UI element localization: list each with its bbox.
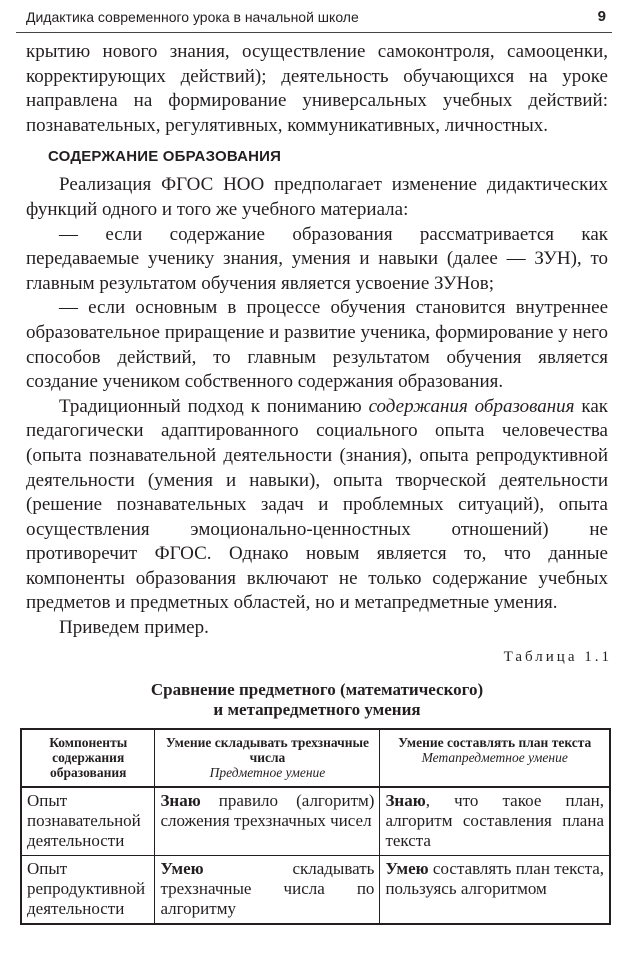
page-body bbox=[26, 40, 608, 641]
page-header bbox=[16, 0, 612, 33]
component-cell: Опыт репродуктивной деятельности bbox=[21, 856, 155, 925]
meta-skill-cell bbox=[380, 787, 610, 856]
header-title: Умение составлять план текста bbox=[398, 735, 592, 750]
paragraph-5-start: Традиционный подход к пониманию bbox=[59, 395, 369, 417]
header-title: Умение складывать трехзначные числа bbox=[165, 735, 370, 765]
cell-text: , что такое план, алгоритм составления плана текста bbox=[385, 791, 604, 850]
table-title bbox=[26, 680, 608, 720]
cell-text: правило (алгоритм) сложения трехзначных чисел bbox=[160, 791, 375, 830]
section-heading: СОДЕРЖАНИЕ ОБРАЗОВАНИЯ bbox=[48, 148, 282, 166]
subject-skill-cell bbox=[155, 787, 380, 856]
table-label: Таблица 1.1 bbox=[503, 649, 612, 665]
keyword-bold: Знаю bbox=[160, 791, 201, 810]
running-title: Дидактика современного урока в начальной школе bbox=[26, 9, 359, 25]
table-header-row bbox=[21, 729, 610, 787]
paragraph-6: Приведем пример. bbox=[59, 617, 209, 639]
subject-skill-cell bbox=[155, 856, 380, 925]
header-title: Компоненты содержания образования bbox=[49, 735, 128, 780]
keyword-bold: Знаю bbox=[385, 791, 426, 810]
header-cell-subject-skill bbox=[155, 729, 380, 787]
table-title-line-1: Сравнение предметного (математического) bbox=[150, 680, 484, 699]
header-cell-components bbox=[21, 729, 155, 787]
cell-text: складывать трехзначные числа по алгоритму bbox=[160, 859, 375, 918]
meta-skill-cell bbox=[380, 856, 610, 925]
paragraph-5-emphasis: содержания образования bbox=[368, 395, 575, 417]
cell-text: составлять план текста, пользуясь алгоритмом bbox=[385, 859, 604, 898]
keyword-bold: Умею bbox=[160, 859, 204, 878]
keyword-bold: Умею bbox=[385, 859, 429, 878]
table-row bbox=[21, 787, 610, 856]
page-number: 9 bbox=[597, 8, 606, 25]
header-subtitle: Метапредметное умение bbox=[421, 750, 568, 765]
table-row bbox=[21, 856, 610, 925]
paragraph-5-end: как педагогически адаптированного социального опыта человечества (опыта познавательной деятельности (знания), опыта репродуктивной деятельности (умения и навыки), опыта творческой деятельности (решение познавательных задач и проблемных ситуаций), опыта осуществления эмоционально-ценностных отношений) не противоречит ФГОС. Однако новым является то, что данные компоненты образования включают не только содержание учебных предметов и предметных областей, но и метапредметные умения. bbox=[26, 395, 608, 614]
paragraph-3: — если содержание образования рассматривается как передаваемые ученику знания, умения и навыки (далее — ЗУН), то главным результатом обучения является усвоение ЗУНов; bbox=[26, 223, 608, 294]
paragraph-2: Реализация ФГОС НОО предполагает изменение дидактических функций одного и того же учебного материала: bbox=[26, 174, 608, 220]
header-cell-meta-skill bbox=[380, 729, 610, 787]
paragraph-4: — если основным в процессе обучения становится внутреннее образовательное приращение и развитие ученика, формирование у него способов действий, то главным результатом обучения является создание учеником собственного содержания образования. bbox=[26, 297, 608, 393]
paragraph-1: крытию нового знания, осуществление самоконтроля, самооценки, корректирующих действий); деятельность обучающихся на уроке направлена на формирование универсальных учебных действий: познавательных, регулятивных, коммуникативных, личностных. bbox=[26, 41, 608, 136]
component-cell: Опыт познавательной деятельности bbox=[21, 787, 155, 856]
comparison-table bbox=[20, 728, 611, 925]
paragraph-5 bbox=[26, 395, 608, 616]
header-subtitle: Предметное умение bbox=[209, 765, 326, 780]
table-title-line-2: и метапредметного умения bbox=[213, 700, 421, 719]
